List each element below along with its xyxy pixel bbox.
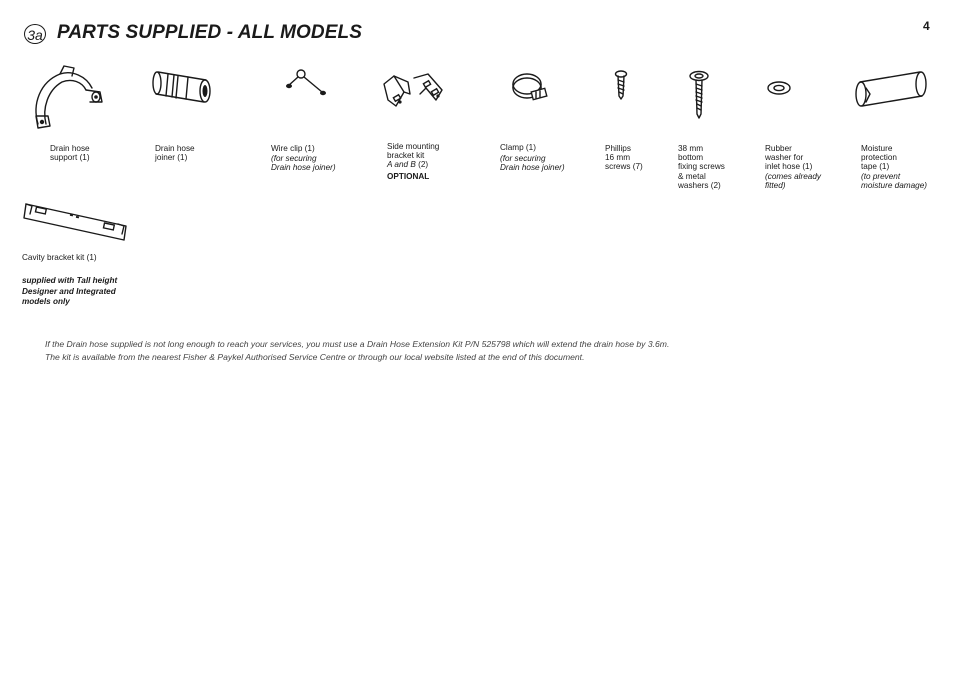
- optional-tag: OPTIONAL: [387, 171, 430, 181]
- cavity-supply-note: supplied with Tall height Designer and Integrated models only: [22, 276, 118, 307]
- drain-hose-support-icon: [30, 64, 106, 130]
- drain-hose-extension-note: If the Drain hose supplied is not long enough to reach your services, you must use a Drain Hose Extension Kit P/N 525798 which will extend the drain hose by 3.6m. The kit is available from the nearest Fisher & Paykel Authorised Service Centre or through our local website listed at the end of this document.: [45, 339, 670, 362]
- part-label-fixing-screws: 38 mm bottom fixing screws & metal washers (2): [678, 144, 725, 190]
- part-label-drain-hose-support: Drain hose support (1): [50, 144, 90, 163]
- side-mounting-bracket-icon: [380, 70, 446, 114]
- drain-hose-joiner-icon: [152, 68, 214, 104]
- wire-clip-icon: [284, 66, 332, 100]
- cavity-bracket-icon: [22, 200, 130, 244]
- page-title: PARTS SUPPLIED - ALL MODELS: [57, 22, 362, 43]
- part-label-drain-hose-joiner: Drain hose joiner (1): [155, 144, 195, 163]
- section-badge: 3a: [24, 24, 46, 44]
- part-label-side-mounting-bracket: Side mounting bracket kit A and B (2) OPTIONAL: [387, 142, 440, 181]
- clamp-icon: [510, 70, 550, 106]
- part-label-cavity-bracket: Cavity bracket kit (1): [22, 253, 97, 262]
- rubber-washer-icon: [766, 80, 792, 96]
- bracket-count: (2): [415, 160, 429, 170]
- page-number: 4: [923, 19, 930, 33]
- part-label-rubber-washer: Rubber washer for inlet hose (1) (comes already fitted): [765, 144, 821, 190]
- moisture-tape-icon: [854, 68, 930, 110]
- fixing-screw-icon: [688, 70, 710, 120]
- phillips-screw-icon: [614, 70, 628, 100]
- bracket-variant: A and B: [387, 160, 416, 170]
- part-label-clamp: Clamp (1) (for securing Drain hose joiner): [500, 143, 565, 173]
- part-label-moisture-tape: Moisture protection tape (1) (to prevent moisture damage): [861, 144, 927, 190]
- part-label-phillips-screws: Phillips 16 mm screws (7): [605, 144, 643, 172]
- part-label-wire-clip: Wire clip (1) (for securing Drain hose joiner): [271, 144, 336, 173]
